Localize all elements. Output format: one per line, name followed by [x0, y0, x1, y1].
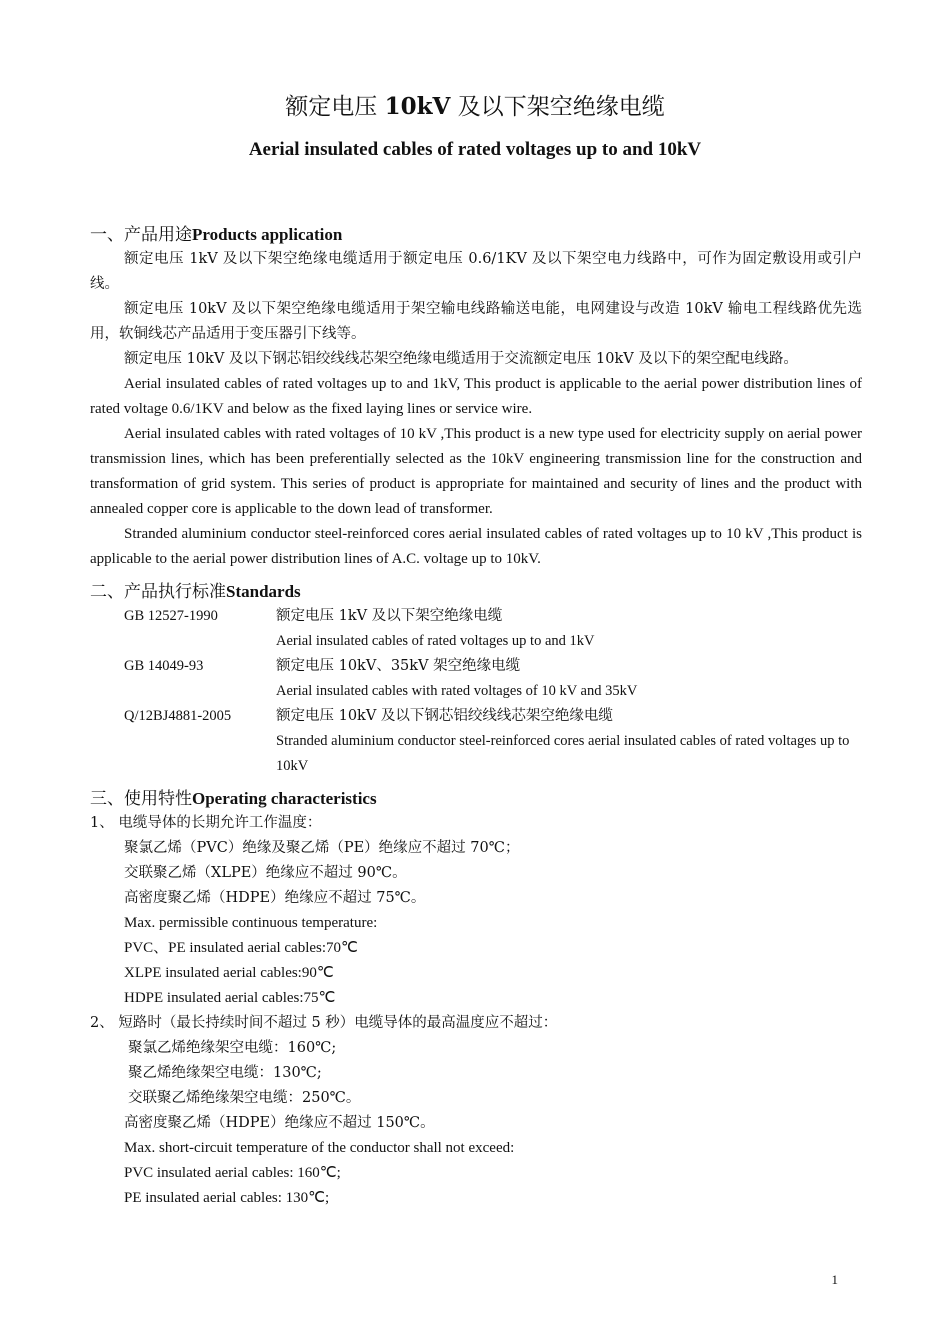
section-heading-products-application [90, 223, 862, 247]
section1-heading-cn: 一、产品用途 [90, 225, 192, 245]
document-body [90, 223, 862, 1211]
item-1-line-cn: 高密度聚乙烯（HDPE）绝缘应不超过 75℃。 [124, 890, 426, 906]
standard-row-en [124, 729, 862, 779]
standards-table [124, 604, 862, 779]
standard-code: GB 14049-93 [124, 658, 204, 674]
item-1-line-cn: 交联聚乙烯（XLPE）绝缘应不超过 90℃。 [124, 865, 407, 881]
standard-code: GB 12527-1990 [124, 608, 218, 624]
item-2-line-en: PVC insulated aerial cables: 160℃; [124, 1165, 341, 1181]
standard-row [124, 704, 862, 729]
item-1-line-cn: 聚氯乙烯（PVC）绝缘及聚乙烯（PE）绝缘应不超过 70℃； [124, 840, 520, 856]
standard-title-cn: 额定电压 1kV 及以下架空绝缘电缆 [276, 608, 503, 624]
item-2-line-cn: 聚氯乙烯绝缘架空电缆：160℃; [128, 1040, 337, 1056]
standard-row-en [124, 629, 862, 654]
paragraph-en-1: Aerial insulated cables of rated voltages up to and 1kV, This product is applicable to the aerial power distribution lines of rated voltage 0.6/1KV and below as the fixed laying lines or service wire. [90, 376, 862, 417]
standard-title-cn: 额定电压 10kV 及以下钢芯铝绞线线芯架空绝缘电缆 [276, 708, 613, 724]
item-1-title: 1、 电缆导体的长期允许工作温度： [90, 815, 322, 831]
section2-heading-en: Standards [226, 582, 301, 601]
section3-heading-cn: 三、使用特性 [90, 789, 192, 809]
standard-row [124, 604, 862, 629]
item-1-line-en: Max. permissible continuous temperature: [124, 915, 378, 931]
paragraph-cn-3: 额定电压 10kV 及以下钢芯铝绞线线芯架空绝缘电缆适用于交流额定电压 10kV 及以下的架空配电线路。 [124, 351, 798, 367]
document-title-chinese [0, 92, 950, 122]
section3-heading-en: Operating characteristics [192, 789, 377, 808]
standard-row-en [124, 679, 862, 704]
standard-title-en: Stranded aluminium conductor steel-reinforced cores aerial insulated cables of rated voltages up to 10kV [276, 733, 850, 774]
paragraph-en-3: Stranded aluminium conductor steel-reinforced cores aerial insulated cables of rated voltages up to 10 kV ,This product is applicable to the aerial power distribution lines of A.C. voltage up to 10kV. [90, 526, 862, 567]
section1-heading-en: Products application [192, 225, 343, 244]
standard-title-cn: 额定电压 10kV、35kV 架空绝缘电缆 [276, 658, 521, 674]
item-2-line-cn: 交联聚乙烯绝缘架空电缆：250℃。 [128, 1090, 361, 1106]
paragraph-en-2: Aerial insulated cables with rated voltages of 10 kV ,This product is a new type used for electricity supply on aerial power transmission lines, which has been preferentially selected as the 10kV engineering transmission line for the construction and transformation of grid system. This series of product is appropriate for maintained and security of lines and the product with annealed copper core is applicable to the down lead of transformer. [90, 426, 862, 517]
title-cn-prefix: 额定电压 [285, 94, 378, 120]
standard-title-en: Aerial insulated cables of rated voltages up to and 1kV [276, 633, 595, 649]
item-2-line-en: PE insulated aerial cables: 130℃; [124, 1190, 330, 1206]
item-1-line-en: PVC、PE insulated aerial cables:70℃ [124, 940, 358, 956]
item-1-line-en: HDPE insulated aerial cables:75℃ [124, 990, 336, 1006]
section-heading-operating-characteristics [90, 787, 862, 811]
standard-code: Q/12BJ4881-2005 [124, 708, 232, 724]
section2-heading-cn: 二、产品执行标准 [90, 582, 226, 602]
item-2-line-hdpe: 高密度聚乙烯（HDPE）绝缘应不超过 150℃。 [124, 1115, 435, 1131]
standard-row [124, 654, 862, 679]
item-2-line-en: Max. short-circuit temperature of the conductor shall not exceed: [124, 1140, 515, 1156]
item-2-title: 2、 短路时（最长持续时间不超过 5 秒）电缆导体的最高温度应不超过： [90, 1015, 558, 1031]
item-1-line-en: XLPE insulated aerial cables:90℃ [124, 965, 334, 981]
paragraph-cn-2: 额定电压 10kV 及以下架空绝缘电缆适用于架空输电线路输送电能，电网建设与改造 10kV 输电工程线路优先选用，软铜线芯产品适用于变压器引下线等。 [90, 301, 862, 342]
page-number: 1 [831, 1272, 838, 1287]
section-heading-standards [90, 580, 862, 604]
standard-title-en: Aerial insulated cables with rated voltages of 10 kV and 35kV [276, 683, 638, 699]
paragraph-cn-1: 额定电压 1kV 及以下架空绝缘电缆适用于额定电压 0.6/1KV 及以下架空电力线路中，可作为固定敷设用或引户线。 [90, 251, 862, 292]
title-cn-suffix: 及以下架空绝缘电缆 [457, 94, 665, 120]
item-2-line-cn: 聚乙烯绝缘架空电缆：130℃; [128, 1065, 322, 1081]
title-cn-voltage: 10kV [384, 93, 451, 120]
document-title-english: Aerial insulated cables of rated voltages up to and 10kV [248, 139, 702, 160]
